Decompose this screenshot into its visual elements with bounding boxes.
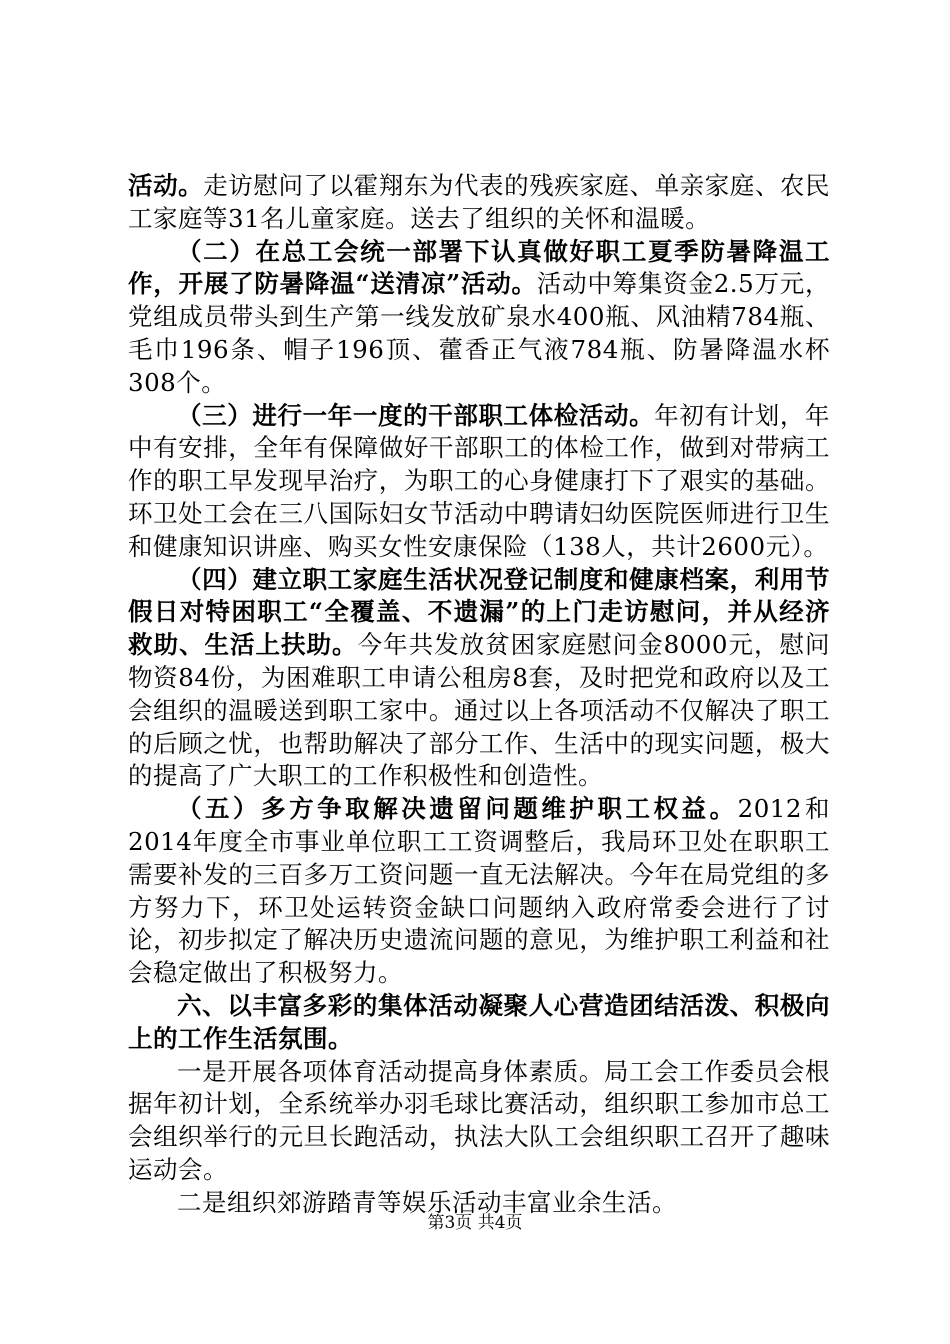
paragraph-text: 活动中筹集资金2.5万元，党组成员带头到生产第一线发放矿泉水400瓶、风油精784瓶、毛巾196条、帽子196顶、藿香正气液784瓶、防暑降温水杯308个。 [128,269,830,397]
paragraph-text: 2012和2014年度全市事业单位职工工资调整后，我局环卫处在职职工需要补发的三百多万工资问题一直无法解决。今年在局党组的多方努力下，环卫处运转资金缺口问题纳入政府常委会进行了讨论，初步拟定了解决历史遗流问题的意见，为维护职工利益和社会稳定做出了积极努力。 [128,794,830,988]
paragraph-lead: 活动。 [128,171,204,200]
page-footer [0,1208,950,1233]
paragraph-text: 今年共发放贫困家庭慰问金8000元，慰问物资84份，为困难职工申请公租房8套，及时把党和政府以及工会组织的温暖送到职工家中。通过以上各项活动不仅解决了职工的后顾之忧，也帮助解决了部分工作、生活中的现实问题，极大的提高了广大职工的工作积极性和创造性。 [128,630,831,791]
section-heading-text: 六、以丰富多彩的集体活动凝聚人心营造团结活泼、积极向上的工作生活氛围。 [128,990,830,1053]
paragraph-5 [128,793,830,990]
page-number-label: 第3页 共4页 [427,1213,523,1233]
paragraph-lead: （四）建立职工家庭生活状况登记制度和健康档案，利用节假日对特困职工“全覆盖、不遗漏”的上门走访慰问，并从经济救助、生活上扶助。 [128,564,830,660]
paragraph-3 [128,400,830,564]
section-heading-6 [128,990,830,1056]
paragraph-lead: （二）在总工会统一部署下认真做好职工夏季防暑降温工作，开展了防暑降温“送清凉”活动。 [128,236,830,299]
paragraph-lead: （五）多方争取解决遗留问题维护职工权益。 [177,794,738,824]
paragraph-7 [128,1056,830,1187]
paragraph-4 [128,564,830,794]
paragraph-text: 二是组织郊游踏青等娱乐活动丰富业余生活。 [177,1187,677,1217]
paragraph-lead: （三）进行一年一度的干部职工体检活动。 [177,400,655,430]
paragraph-2 [128,236,830,400]
paragraph-text: 一是开展各项体育活动提高身体素质。局工会工作委员会根据年初计划，全系统举办羽毛球比赛活动，组织职工参加市总工会组织举行的元旦长跑活动，执法大队工会组织职工召开了趣味运动会。 [128,1056,830,1184]
document-body [128,170,830,1220]
paragraph-text: 年初有计划，年中有安排，全年有保障做好干部职工的体检工作，做到对带病工作的职工早发现早治疗，为职工的心身健康打下了艰实的基础。环卫处工会在三八国际妇女节活动中聘请妇幼医院医师进行卫生和健康知识讲座、购买女性安康保险（138人，共计2600元）。 [128,400,831,561]
paragraph-1 [128,170,830,236]
paragraph-text: 走访慰问了以霍翔东为代表的残疾家庭、单亲家庭、农民工家庭等31名儿童家庭。送去了组织的关怀和温暖。 [128,171,831,233]
